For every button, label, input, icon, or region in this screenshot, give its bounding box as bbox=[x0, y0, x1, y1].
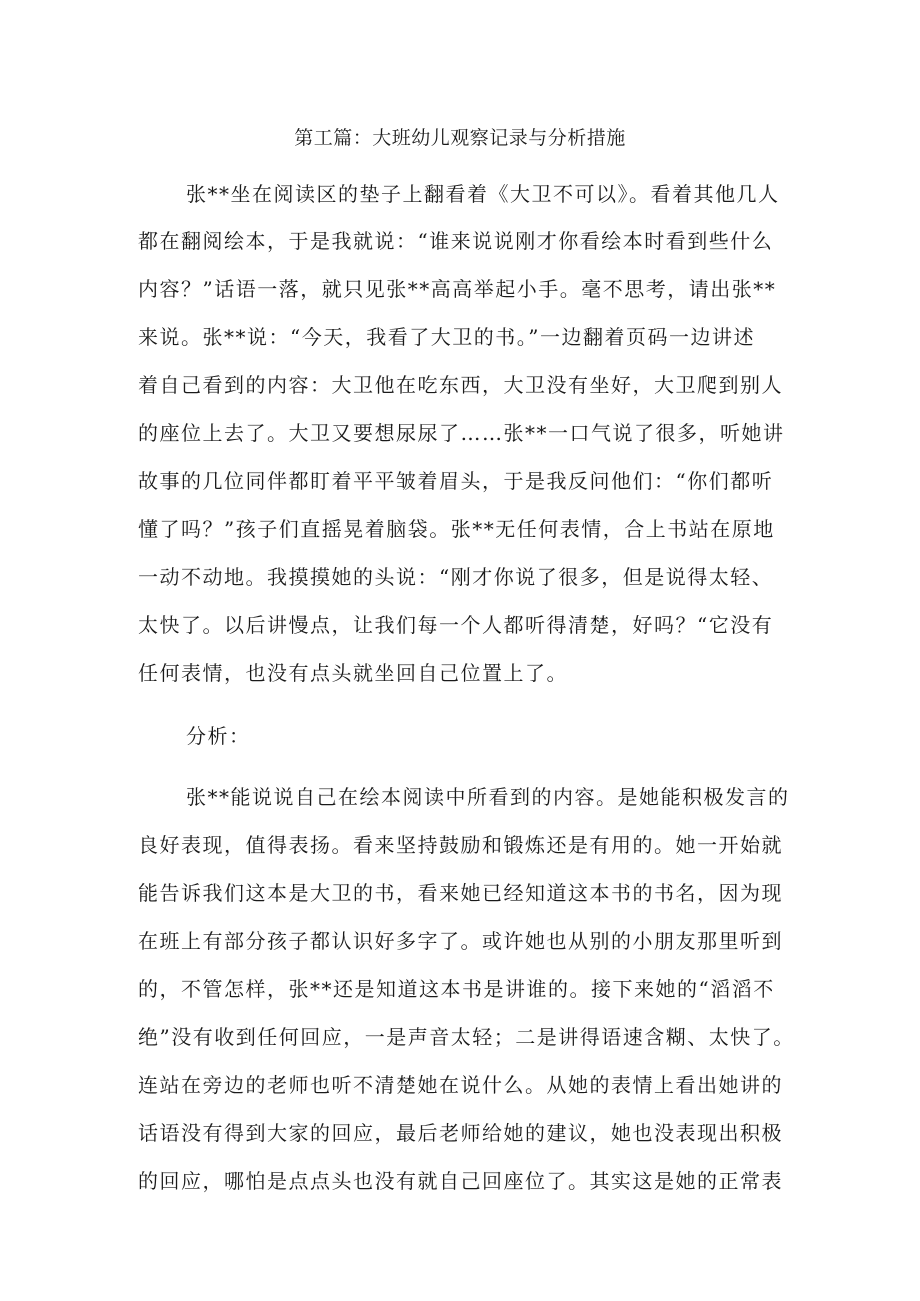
paragraph-line: 太快了。以后讲慢点，让我们每一个人都听得清楚，好吗？“它没有 bbox=[138, 613, 774, 637]
paragraph-line: 故事的几位同伴都盯着平平皱着眉头，于是我反问他们：“你们都听 bbox=[138, 469, 774, 493]
paragraph-line: 的，不管怎样，张**还是知道这本书是讲谁的。接下来她的“滔滔不 bbox=[138, 977, 775, 1001]
paragraph-line: 的座位上去了。大卫又要想尿尿了……张**一口气说了很多，听她讲 bbox=[138, 421, 785, 445]
paragraph-line: 任何表情，也没有点头就坐回自己位置上了。 bbox=[138, 661, 568, 685]
paragraph-line: 懂了吗？”孩子们直摇晃着脑袋。张**无任何表情，合上书站在原地 bbox=[138, 517, 775, 541]
paragraph-line: 都在翻阅绘本，于是我就说：“谁来说说刚才你看绘本时看到些什么 bbox=[138, 229, 774, 253]
paragraph-line: 张**坐在阅读区的垫子上翻看着《大卫不可以》。看着其他几人 bbox=[186, 182, 780, 206]
paragraph-line: 连站在旁边的老师也听不清楚她在说什么。从她的表情上看出她讲的 bbox=[138, 1073, 783, 1097]
paragraph-line: 在班上有部分孩子都认识好多字了。或许她也从别的小朋友那里听到 bbox=[138, 929, 783, 953]
paragraph-line: 来说。张**说：“今天，我看了大卫的书。”一边翻着页码一边讲述 bbox=[138, 325, 755, 349]
paragraph-line: 一动不动地。我摸摸她的头说：“刚才你说了很多，但是说得太轻、 bbox=[138, 565, 774, 589]
paragraph-line: 话语没有得到大家的回应，最后老师给她的建议，她也没表现出积极 bbox=[138, 1121, 783, 1145]
analysis-heading: 分析： bbox=[186, 724, 251, 748]
paragraph-line: 张**能说说自己在绘本阅读中所看到的内容。是她能积极发言的 bbox=[186, 785, 790, 809]
paragraph-line: 着自己看到的内容：大卫他在吃东西，大卫没有坐好，大卫爬到别人 bbox=[138, 373, 783, 397]
paragraph-line: 绝”没有收到任何回应，一是声音太轻；二是讲得语速含糊、太快了。 bbox=[138, 1025, 795, 1049]
paragraph-line: 的回应，哪怕是点点头也没有就自己回座位了。其实这是她的正常表 bbox=[138, 1169, 783, 1193]
paragraph-line: 内容？”话语一落，就只见张**高高举起小手。毫不思考，请出张** bbox=[138, 277, 777, 301]
document-title: 第工篇：大班幼儿观察记录与分析措施 bbox=[294, 127, 626, 149]
paragraph-line: 良好表现，值得表扬。看来坚持鼓励和锻炼还是有用的。她一开始就 bbox=[138, 833, 783, 857]
paragraph-line: 能告诉我们这本是大卫的书，看来她已经知道这本书的书名，因为现 bbox=[138, 881, 783, 905]
